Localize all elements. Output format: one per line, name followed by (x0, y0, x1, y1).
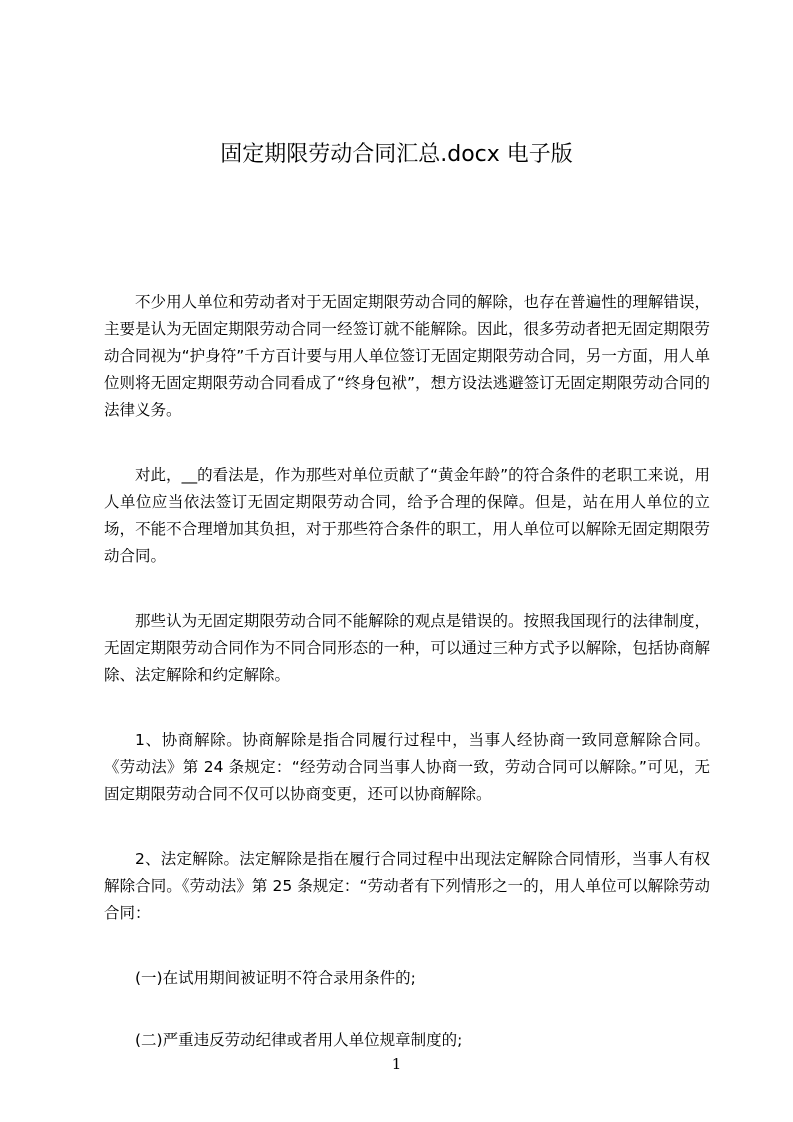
page-number: 1 (391, 1055, 402, 1073)
document-title: 固定期限劳动合同汇总.docx 电子版 (220, 142, 573, 167)
paragraph-4: 1、协商解除。协商解除是指合同履行过程中，当事人经协商一致同意解除合同。《劳动法》第 24 条规定：“经劳动合同当事人协商一致，劳动合同可以解除。”可见，无固定期限劳动合同不仅可以协商变更，还可以协商解除。 (104, 731, 710, 803)
paragraph-2: 对此，__的看法是，作为那些对单位贡献了“黄金年龄”的符合条件的老职工来说，用人单位应当依法签订无固定期限劳动合同，给予合理的保障。但是，站在用人单位的立场，不能不合理增加其负担，对于那些符合条件的职工，用人单位可以解除无固定期限劳动合同。 (104, 466, 710, 565)
paragraph-5: 2、法定解除。法定解除是指在履行合同过程中出现法定解除合同情形，当事人有权解除合同。《劳动法》第 25 条规定：“劳动者有下列情形之一的，用人单位可以解除劳动合同： (104, 850, 710, 922)
list-item-1: (一)在试用期间被证明不符合录用条件的; (135, 969, 416, 987)
list-item-2: (二)严重违反劳动纪律或者用人单位规章制度的; (135, 1031, 463, 1049)
paragraph-3: 那些认为无固定期限劳动合同不能解除的观点是错误的。按照我国现行的法律制度，无固定期限劳动合同作为不同合同形态的一种，可以通过三种方式予以解除，包括协商解除、法定解除和约定解除。 (104, 612, 710, 684)
paragraph-1: 不少用人单位和劳动者对于无固定期限劳动合同的解除，也存在普遍性的理解错误，主要是认为无固定期限劳动合同一经签订就不能解除。因此，很多劳动者把无固定期限劳动合同视为“护身符”千方百计要与用人单位签订无固定期限劳动合同，另一方面，用人单位则将无固定期限劳动合同看成了“终身包袱”，想方设法逃避签订无固定期限劳动合同的法律义务。 (104, 293, 710, 419)
document-body (104, 289, 710, 1089)
